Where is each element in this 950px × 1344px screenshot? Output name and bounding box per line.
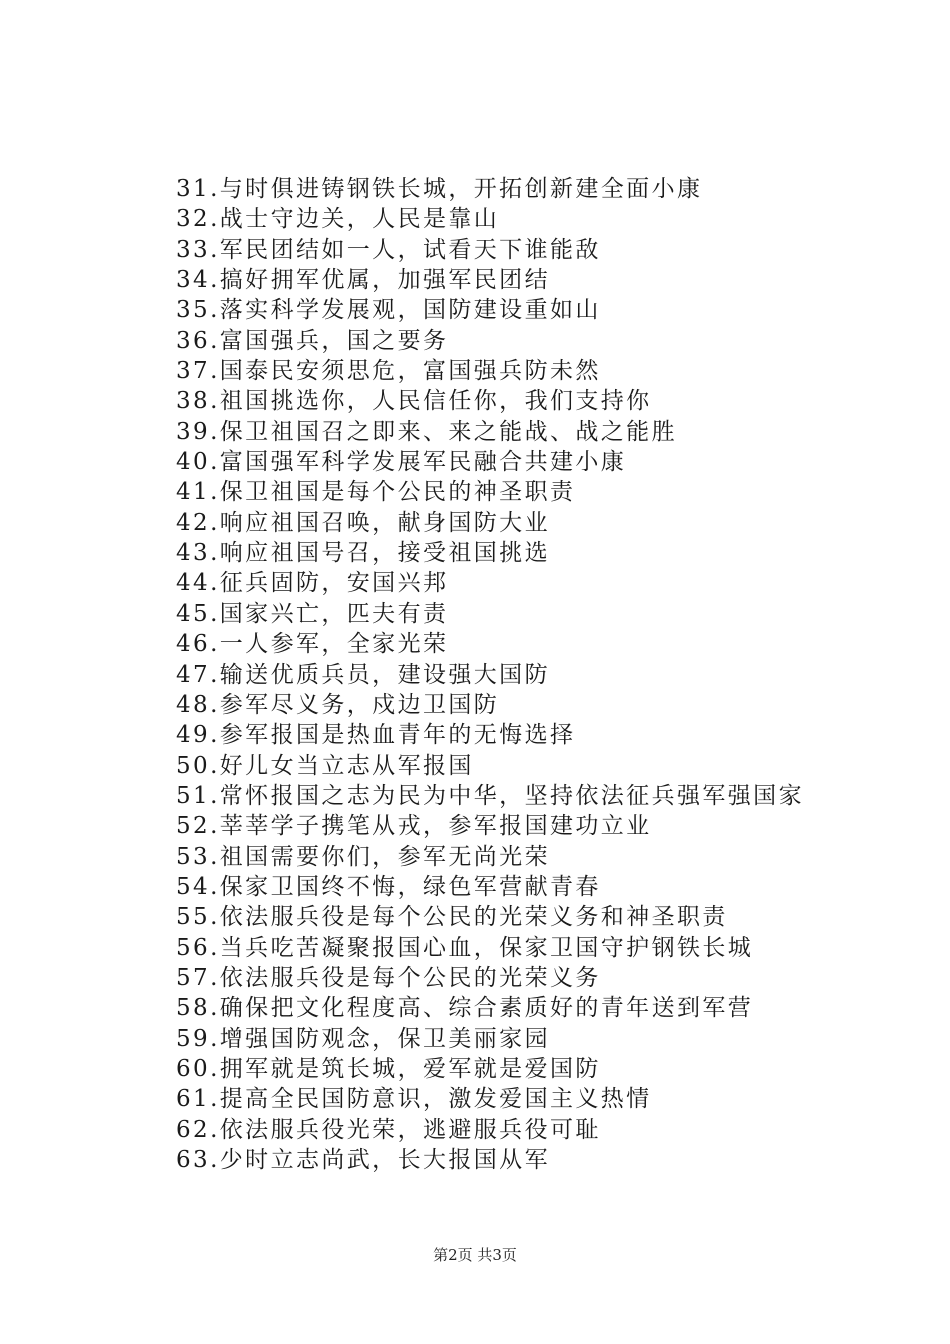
list-item: 34.搞好拥军优属，加强军民团结 (176, 267, 550, 294)
list-item: 62.依法服兵役光荣，逃避服兵役可耻 (176, 1116, 601, 1143)
list-item: 41.保卫祖国是每个公民的神圣职责 (176, 479, 576, 506)
list-item: 37.国泰民安须思危，富国强兵防未然 (176, 358, 601, 385)
list-item: 42.响应祖国召唤，献身国防大业 (176, 509, 550, 536)
list-item: 33.军民团结如一人，试看天下谁能敌 (176, 236, 601, 263)
list-item: 58.确保把文化程度高、综合素质好的青年送到军营 (176, 995, 754, 1022)
list-item: 47.输送优质兵员，建设强大国防 (176, 661, 550, 688)
list-item: 40.富国强军科学发展军民融合共建小康 (176, 449, 627, 476)
list-item: 52.莘莘学子携笔从戎，参军报国建功立业 (176, 813, 652, 840)
list-item: 56.当兵吃苦凝聚报国心血，保家卫国守护钢铁长城 (176, 934, 754, 961)
list-item: 44.征兵固防，安国兴邦 (176, 570, 449, 597)
list-item: 31.与时俱进铸钢铁长城，开拓创新建全面小康 (176, 176, 703, 202)
list-item: 43.响应祖国号召，接受祖国挑选 (176, 540, 550, 567)
list-item: 50.好儿女当立志从军报国 (176, 752, 474, 779)
list-item: 54.保家卫国终不悔，绿色军营献青春 (176, 873, 601, 900)
list-item: 55.依法服兵役是每个公民的光荣义务和神圣职责 (176, 904, 728, 931)
list-item: 32.战士守边关，人民是靠山 (176, 206, 500, 233)
list-item: 63.少时立志尚武，长大报国从军 (176, 1147, 550, 1173)
list-item: 46.一人参军，全家光荣 (176, 631, 449, 658)
list-item: 57.依法服兵役是每个公民的光荣义务 (176, 964, 601, 991)
list-item: 49.参军报国是热血青年的无悔选择 (176, 722, 576, 749)
slogan-list (176, 174, 804, 1175)
list-item: 39.保卫祖国召之即来、来之能战、战之能胜 (176, 418, 677, 445)
list-item: 36.富国强兵，国之要务 (176, 327, 449, 354)
list-item: 35.落实科学发展观，国防建设重如山 (176, 297, 601, 324)
list-item: 38.祖国挑选你，人民信任你，我们支持你 (176, 388, 652, 415)
page-number-footer: 第2页 共3页 (433, 1246, 517, 1264)
list-item: 51.常怀报国之志为民为中华，坚持依法征兵强军强国家 (176, 782, 804, 809)
list-item: 45.国家兴亡，匹夫有责 (176, 600, 449, 627)
list-item: 61.提高全民国防意识，激发爱国主义热情 (176, 1086, 652, 1113)
list-item: 53.祖国需要你们，参军无尚光荣 (176, 843, 550, 870)
list-item: 48.参军尽义务，戍边卫国防 (176, 691, 500, 718)
list-item: 60.拥军就是筑长城，爱军就是爱国防 (176, 1055, 601, 1082)
list-item: 59.增强国防观念，保卫美丽家园 (176, 1025, 550, 1052)
